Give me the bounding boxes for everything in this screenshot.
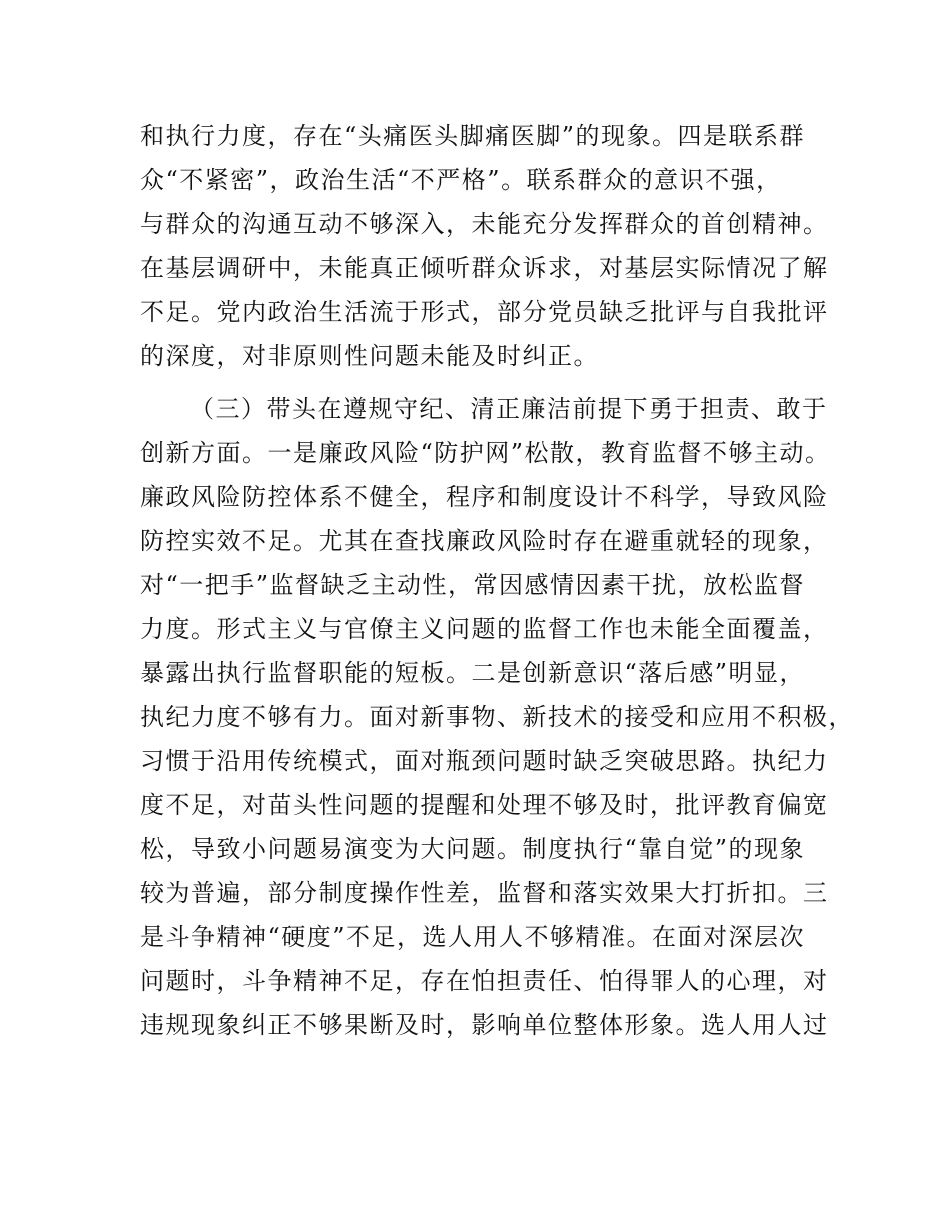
paragraph-line: 与群众的沟通互动不够深入，未能充分发挥群众的首创精神。 [140, 210, 829, 238]
paragraph-line: 创新方面。一是廉政风险“防护网”松散，教育监督不够主动。 [140, 439, 831, 467]
paragraph-line: 力度。形式主义与官僚主义问题的监督工作也未能全面覆盖， [140, 615, 829, 643]
paragraph-line: 众“不紧密”，政治生活“不严格”。联系群众的意识不强， [140, 166, 782, 194]
paragraph-1 [140, 114, 829, 378]
paragraph-line: 的深度，对非原则性问题未能及时纠正。 [140, 342, 599, 370]
paragraph-line: 度不足，对苗头性问题的提醒和处理不够及时，批评教育偏宽 [140, 791, 829, 819]
paragraph-line: 习惯于沿用传统模式，面对瓶颈问题时缺乏突破思路。执纪力 [140, 747, 829, 775]
section-heading-line: （三）带头在遵规守纪、清正廉洁前提下勇于担责、敢于 [190, 395, 828, 423]
paragraph-line: 是斗争精神“硬度”不足，选人用人不够精准。在面对深层次 [140, 923, 806, 951]
paragraph-line: 较为普遍，部分制度操作性差，监督和落实效果大打折扣。三 [140, 879, 829, 907]
paragraph-line: 违规现象纠正不够果断及时，影响单位整体形象。选人用人过 [140, 1011, 829, 1039]
paragraph-line: 廉政风险防控体系不健全，程序和制度设计不科学，导致风险 [140, 483, 829, 511]
paragraph-line: 问题时，斗争精神不足，存在怕担责任、怕得罪人的心理，对 [140, 967, 829, 995]
paragraph-2 [140, 387, 854, 1047]
paragraph-line: 暴露出执行监督职能的短板。二是创新意识“落后感”明显， [140, 659, 806, 687]
paragraph-line: 松，导致小问题易演变为大问题。制度执行“靠自觉”的现象 [140, 835, 806, 863]
paragraph-line: 对“一把手”监督缺乏主动性，常因感情因素干扰，放松监督 [140, 571, 806, 599]
paragraph-line: 和执行力度，存在“头痛医头脚痛医脚”的现象。四是联系群 [140, 122, 806, 150]
paragraph-line: 执纪力度不够有力。面对新事物、新技术的接受和应用不积极， [140, 703, 854, 731]
paragraph-line: 在基层调研中，未能真正倾听群众诉求，对基层实际情况了解 [140, 254, 829, 282]
paragraph-line: 不足。党内政治生活流于形式，部分党员缺乏批评与自我批评 [140, 298, 829, 326]
paragraph-line: 防控实效不足。尤其在查找廉政风险时存在避重就轻的现象， [140, 527, 829, 555]
